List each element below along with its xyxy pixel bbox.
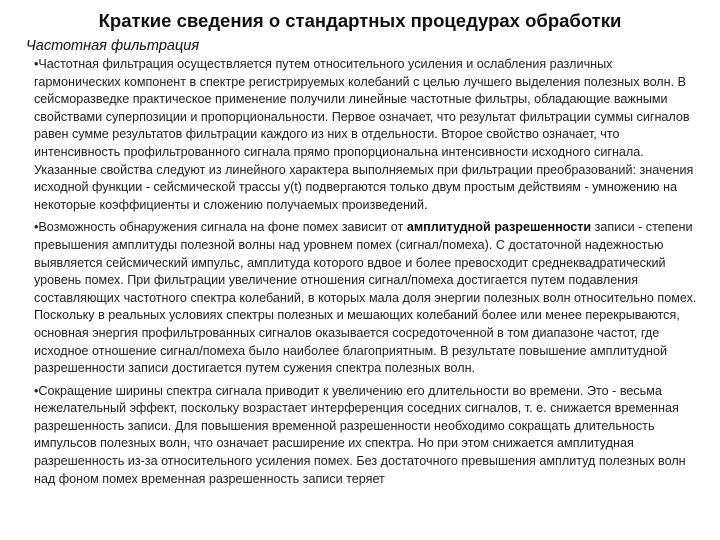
paragraph-time-resolution — [34, 383, 698, 489]
page-title: Краткие сведения о стандартных процедурах обработки — [98, 10, 622, 31]
paragraph-text: •Частотная фильтрация осуществляется путем относительного усиления и ослабления различных гармонических компонент в спектре регистрируемых колебаний с целью лучшего выделения полезных волн. В сейсморазведке практическое применение получили линейные частотные фильтры, обладающие важными свойствами суперпозиции и пропорциональности. Первое означает, что результат фильтрации суммы сигналов равен сумме результатов фильтрации каждого из них в отдельности. Второе свойство означает, что интенсивность профильтрованного сигнала прямо пропорциональна интенсивности исходного сигнала. Указанные свойства следуют из линейного характера выполняемых при фильтрации преобразований: значения исходной функции - сейсмической трассы y(t) подвергаются только двум простым действиям - умножению на некоторые коэффициенты и сложению получаемых произведений. — [34, 57, 694, 212]
paragraph-text: записи - степени превышения амплитуды полезной волны над уровнем помех (сигнал/помеха). С достаточной надежностью выявляется сейсмический импульс, амплитуда которого вдвое и более превосходит среднеквадратический уровень помех. При фильтрации увеличение отношения сигнал/помеха достигается путем подавления составляющих частотного спектра колебаний, в которых мала доля энергии полезных волн относительно помех. Поскольку в реальных условиях спектры полезных и мешающих колебаний более или менее перекрываются, основная энергия профильтрованных сигналов оказывается сосредоточенной в том диапазоне частот, где исходное отношение сигнал/помеха было наиболее благоприятным. В результате повышение амплитудной разрешенности записи достигается путем сужения спектра полезных волн. — [34, 220, 697, 376]
paragraph-text: •Возможность обнаружения сигнала на фоне помех зависит от — [34, 220, 407, 235]
paragraph-text: •Сокращение ширины спектра сигнала приводит к увеличению его длительности во времени. Это - весьма нежелательный эффект, поскольку возрастает интерференция соседних сигналов, т. е. снижается временная разрешенность записи. Для повышения временной разрешенности необходимо сокращать длительность импульсов полезных волн, что означает расширение их спектра. Но при этом снижается амплитудная разрешенность из-за относительного усиления помех. Без достаточного превышения амплитуд полезных волн над фоном помех временная разрешенность записи теряет — [34, 383, 686, 486]
emphasized-term: амплитудной разрешенности — [406, 220, 592, 235]
text-body — [34, 56, 698, 493]
paragraph-frequency-filtering — [34, 56, 698, 214]
section-subtitle: Частотная фильтрация — [26, 38, 200, 54]
paragraph-amplitude-resolution — [34, 219, 698, 377]
